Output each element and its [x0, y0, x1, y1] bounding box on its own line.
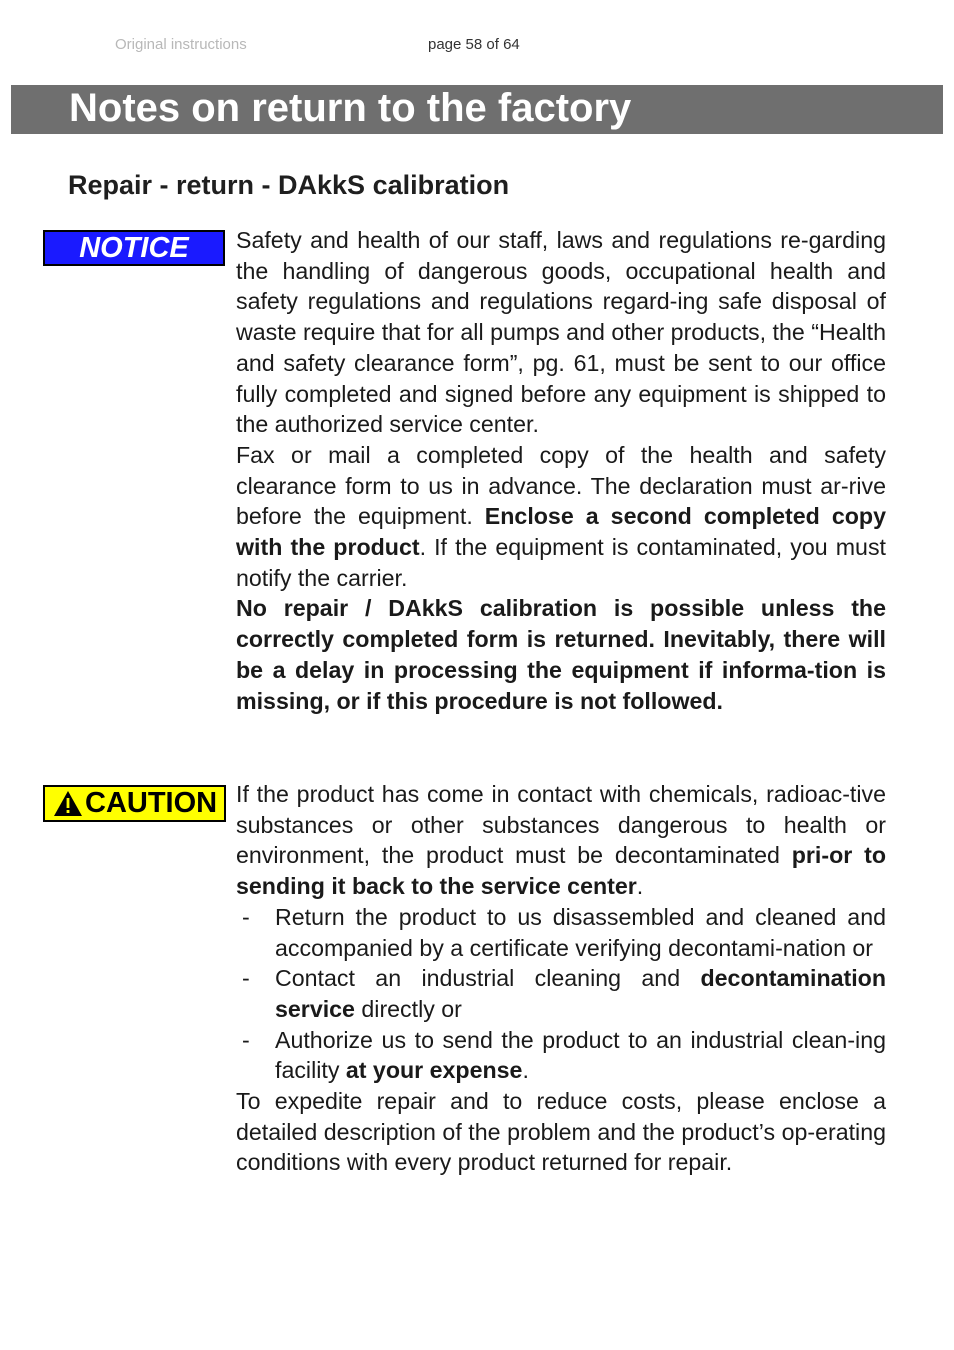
notice-badge: NOTICE	[43, 230, 225, 266]
notice-p2-text: Fax or mail a completed copy of the health and safety clearance form to us in advance. The declaration must ar-rive before the equipment.	[236, 441, 886, 530]
list-text-a: Contact an industrial cleaning and	[275, 965, 701, 992]
list-text-c: directly or	[354, 995, 462, 1022]
list-item-text	[275, 902, 886, 963]
list-item-text	[275, 1025, 886, 1086]
caution-closing: To expedite repair and to reduce costs, please enclose a detailed description of the problem and the product’s op-erating conditions with every product returned for repair.	[236, 1088, 886, 1176]
list-text-bold: decontamination service	[275, 965, 886, 1022]
caution-label: CAUTION	[85, 787, 218, 819]
caution-badge	[43, 785, 226, 822]
list-item	[236, 1025, 886, 1086]
list-text-bold: at your expense	[345, 1057, 523, 1084]
list-dash: -	[242, 965, 250, 992]
page-number: page 58 of 64	[428, 36, 520, 53]
list-item	[236, 902, 886, 963]
caution-intro-end: .	[636, 873, 644, 900]
list-dash: -	[242, 903, 250, 930]
page-title: Notes on return to the factory	[69, 86, 632, 130]
notice-p3-bold: No repair / DAkkS calibration is possible unless the correctly completed form is returned. Inevitably, there will be a delay in processing the equipment if informa-tion is missing, or if this procedure is not followed.	[236, 595, 886, 714]
caution-intro	[236, 779, 886, 902]
list-text-a: Return the product to us disassembled and cleaned and accompanied by a certificate verifying decontami-nation or	[275, 903, 886, 961]
caution-text	[236, 779, 886, 1178]
notice-p2-bold: Enclose a second completed copy with the product	[236, 503, 886, 561]
notice-text	[236, 225, 886, 716]
caution-intro-text: If the product has come in contact with chemicals, radioac-tive substances or other substances dangerous to health or environment, the product must be decontaminated	[236, 781, 886, 869]
warning-triangle-icon	[53, 790, 83, 817]
title-bar	[11, 85, 943, 134]
list-item	[236, 963, 886, 1024]
list-text-c: .	[522, 1057, 529, 1084]
notice-paragraph-2	[236, 440, 886, 594]
caution-intro-bold: pri-or to sending it back to the service center	[236, 842, 886, 900]
list-dash: -	[242, 1026, 250, 1053]
notice-paragraph-3	[236, 593, 886, 716]
section-title: Repair - return - DAkkS calibration	[68, 170, 510, 200]
header-left-text: Original instructions	[115, 36, 247, 53]
notice-p2-text-end: . If the equipment is contaminated, you must notify the carrier.	[236, 534, 886, 591]
list-item-text	[275, 963, 886, 1024]
list-text-a: Authorize us to send the product to an industrial clean-ing facility	[275, 1026, 886, 1084]
notice-paragraph-1: Safety and health of our staff, laws and regulations re-garding the handling of dangerous goods, occupational health and safety regulations and regulations regard-ing safe disposal of waste require that for all pumps and other products, the “Health and safety clearance form”, pg. 61, must be sent to our office fully completed and signed before any equipment is shipped to the authorized service center.	[236, 227, 886, 438]
